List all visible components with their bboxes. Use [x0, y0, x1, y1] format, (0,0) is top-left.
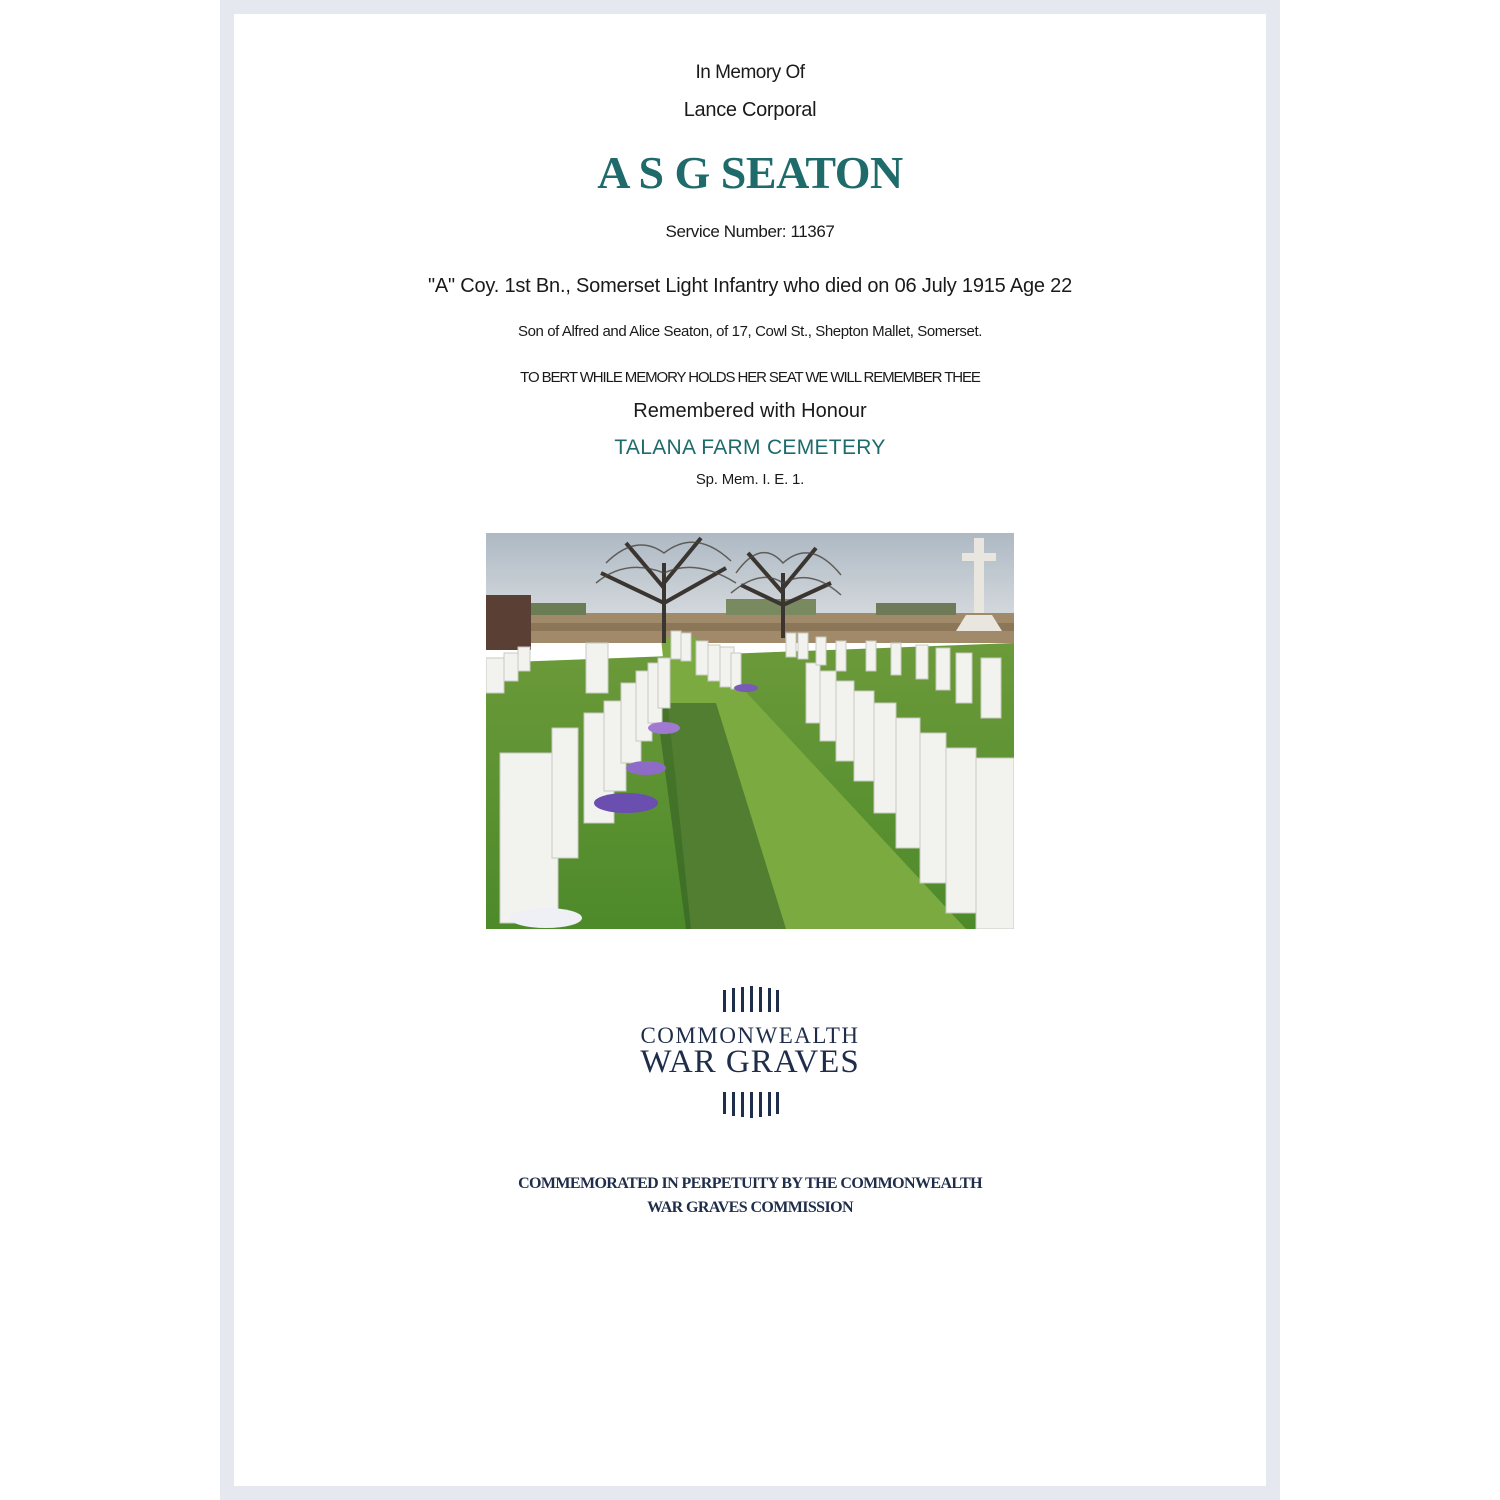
grave-reference: Sp. Mem. I. E. 1. [695, 471, 805, 488]
logo-war-graves: WAR GRAVES [640, 1044, 860, 1080]
unit-and-death: "A" Coy. 1st Bn., Somerset Light Infantry who died on 06 July 1915 Age 22 [427, 275, 1073, 297]
logo-bars-top [721, 986, 779, 1012]
service-number: Service Number: 11367 [665, 222, 835, 241]
footer-line-1: COMMEMORATED IN PERPETUITY BY THE COMMONWEALTH [518, 1175, 982, 1192]
logo-commonwealth: COMMONWEALTH [640, 1023, 860, 1048]
heading: In Memory Of [695, 62, 805, 83]
epitaph: TO BERT WHILE MEMORY HOLDS HER SEAT WE WILL REMEMBER THEE [520, 369, 980, 386]
cemetery-photo [486, 533, 1014, 929]
family-details: Son of Alfred and Alice Seaton, of 17, Cowl St., Shepton Mallet, Somerset. [517, 323, 983, 340]
cemetery-name: TALANA FARM CEMETERY [614, 436, 886, 459]
rank: Lance Corporal [683, 99, 817, 121]
logo-bars-bottom [721, 1092, 779, 1118]
footer-line-2: WAR GRAVES COMMISSION [647, 1199, 853, 1216]
remembered-with-honour: Remembered with Honour [633, 400, 867, 422]
soldier-name: A S G SEATON [597, 147, 903, 198]
